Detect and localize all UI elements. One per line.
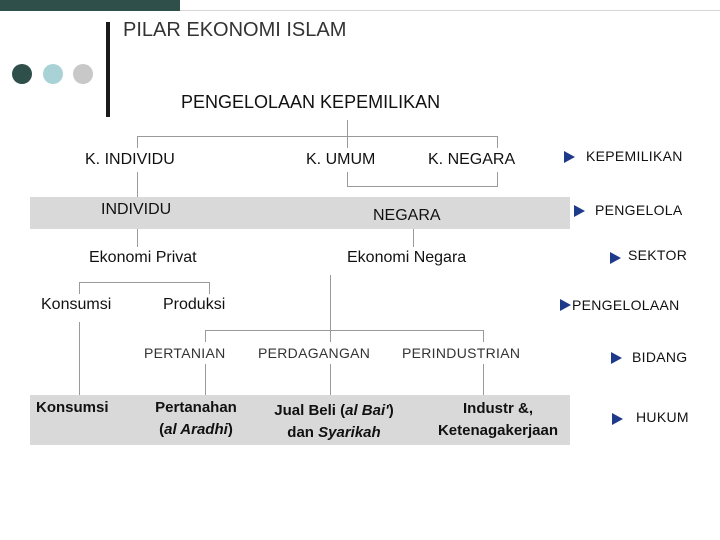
legend-hukum: HUKUM [636, 409, 689, 425]
node-produksi: Produksi [163, 296, 226, 313]
top-accent-bar [0, 0, 180, 11]
connector-k-negara [497, 136, 498, 148]
page-title: PILAR EKONOMI ISLAM [123, 19, 347, 41]
node-perindustrian: PERINDUSTRIAN [402, 345, 521, 361]
connector-perdagangan [330, 330, 331, 342]
connector-pertanian-hukum [205, 364, 206, 395]
node-individu: INDIVIDU [101, 201, 172, 218]
hukum-konsumsi: Konsumsi [36, 399, 109, 416]
connector-individu-down [137, 172, 138, 197]
connector-perindustrian [483, 330, 484, 342]
connector-negara-down [497, 172, 498, 186]
connector-k-individu [137, 136, 138, 148]
legend-bidang: BIDANG [632, 349, 688, 365]
legend-arrow-icon [610, 252, 621, 264]
root-node: PENGELOLAAN KEPEMILIKAN [181, 92, 441, 112]
connector-produksi [209, 282, 210, 294]
decor-dot-light [43, 64, 63, 84]
legend-arrow-icon [560, 299, 571, 311]
connector-root [347, 120, 348, 136]
connector-konsumsi [79, 282, 80, 294]
connector-privat [137, 229, 138, 247]
connector-perdagangan-hukum [330, 364, 331, 395]
connector-fields-stem [330, 275, 331, 330]
connector-perindustrian-hukum [483, 364, 484, 395]
connector-fields-bar [205, 330, 483, 331]
connector-umum-negara-bar [347, 186, 498, 187]
connector-pertanian [205, 330, 206, 342]
legend-arrow-icon [611, 352, 622, 364]
node-k-umum: K. UMUM [306, 151, 376, 168]
legend-sektor: SEKTOR [628, 247, 688, 263]
title-vertical-rule [106, 22, 110, 117]
legend-kepemilikan: KEPEMILIKAN [586, 148, 683, 164]
node-k-negara: K. NEGARA [428, 151, 516, 168]
legend-arrow-icon [574, 205, 585, 217]
node-k-individu: K. INDIVIDU [85, 151, 175, 168]
top-divider-line [180, 10, 720, 11]
hukum-industri: Industr &, Ketenagakerjaan [437, 400, 559, 439]
legend-pengelolaan: PENGELOLAAN [572, 297, 680, 313]
connector-konsumsi-hukum [79, 322, 80, 395]
connector-k-umum [347, 136, 348, 148]
connector-ownership-bar [137, 136, 497, 137]
node-ekonomi-privat: Ekonomi Privat [89, 249, 197, 266]
hukum-pertanahan: Pertanahan (al Aradhi) [155, 399, 237, 438]
decor-dot-grey [73, 64, 93, 84]
node-negara: NEGARA [373, 207, 441, 224]
node-konsumsi: Konsumsi [41, 296, 112, 313]
decor-dot-dark [12, 64, 32, 84]
connector-negara-sector [413, 229, 414, 247]
legend-pengelola: PENGELOLA [595, 202, 683, 218]
connector-privat-bar [79, 282, 209, 283]
node-perdagangan: PERDAGANGAN [258, 345, 371, 361]
hukum-jual-beli: Jual Beli (al Bai') dan Syarikah [274, 402, 394, 441]
node-ekonomi-negara: Ekonomi Negara [347, 249, 467, 266]
node-pertanian: PERTANIAN [144, 345, 226, 361]
connector-umum-down [347, 172, 348, 186]
legend-arrow-icon [612, 413, 623, 425]
legend-arrow-icon [564, 151, 575, 163]
